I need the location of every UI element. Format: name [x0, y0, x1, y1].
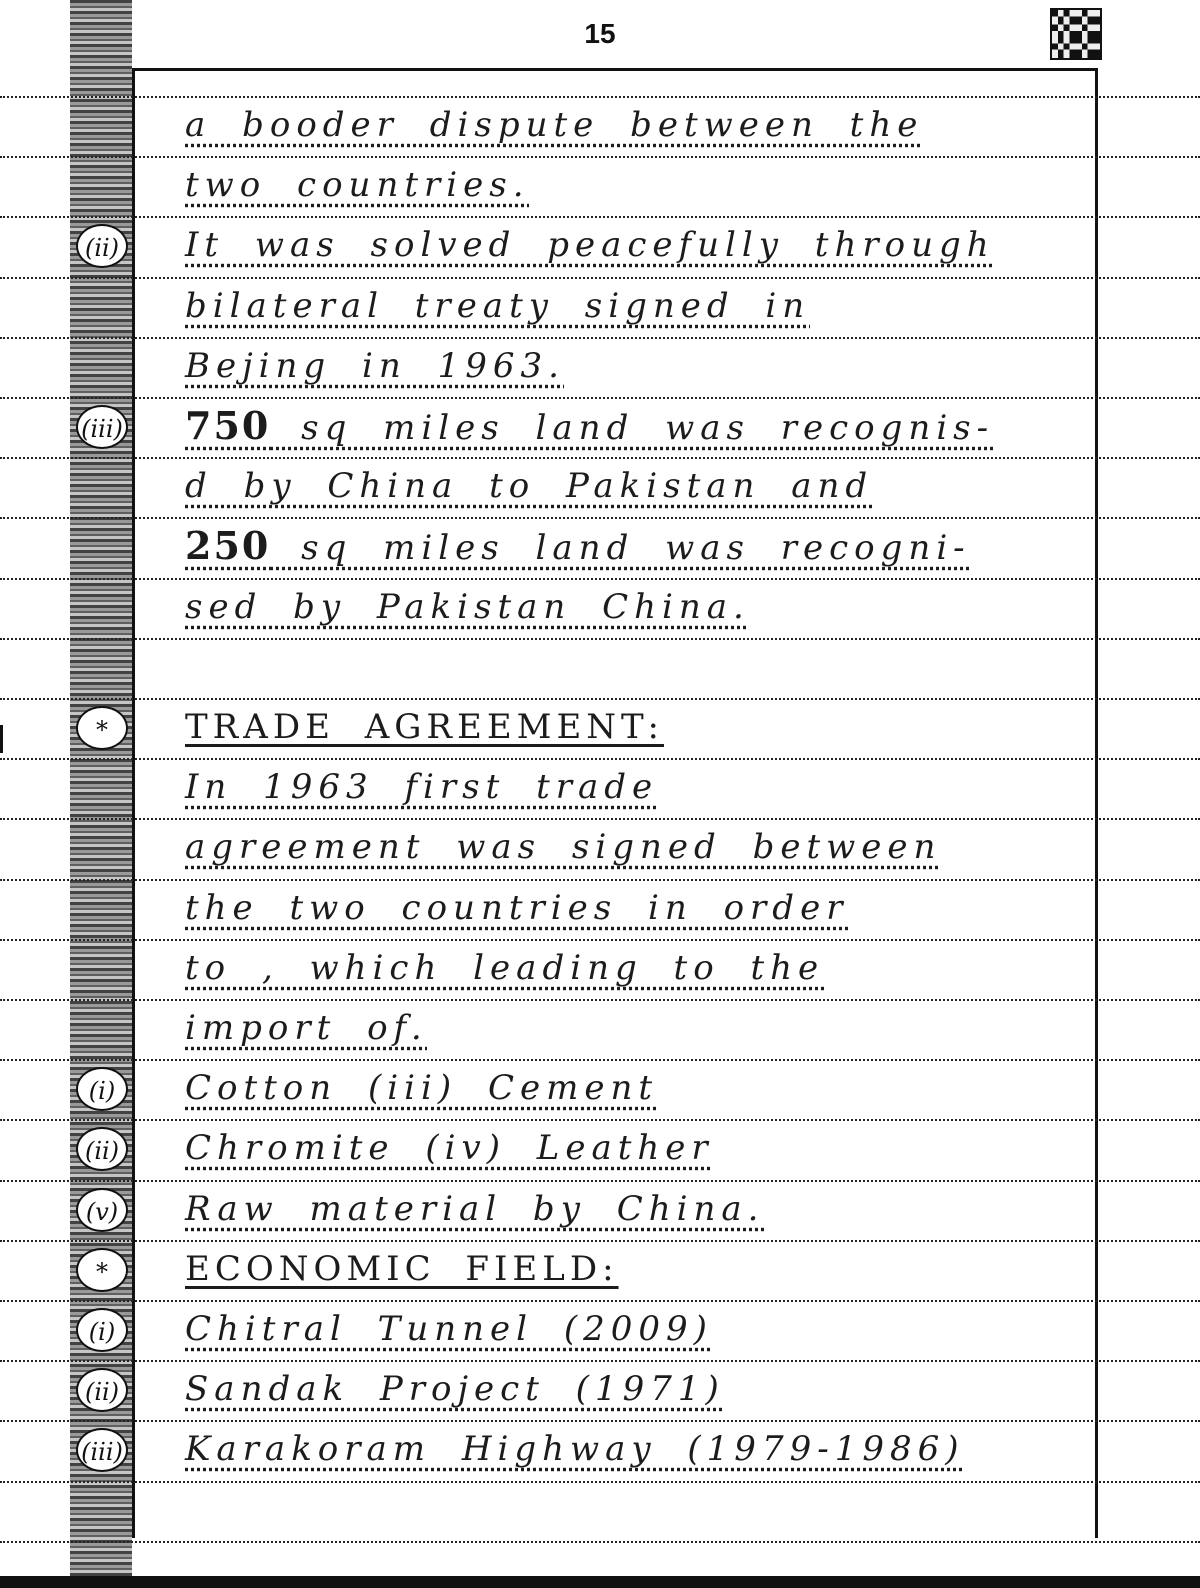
text-line	[185, 98, 1085, 152]
section-heading	[185, 1242, 1085, 1296]
line-text: d by China to Pakistan and	[185, 466, 874, 506]
text-line	[185, 1422, 1085, 1476]
text-line	[185, 218, 1085, 272]
text-line	[185, 760, 1085, 814]
line-text: import of.	[185, 1008, 428, 1048]
line-text: sq miles land was recognis-	[270, 408, 995, 448]
text-line	[185, 158, 1085, 212]
text-line	[185, 1362, 1085, 1416]
list-marker: *	[76, 706, 128, 750]
bold-figure: 750	[185, 403, 271, 448]
list-marker: (v)	[76, 1188, 128, 1232]
text-line	[185, 279, 1085, 333]
section-heading	[185, 700, 1085, 754]
line-text: In 1963 first trade	[185, 767, 659, 807]
list-marker: (iii)	[76, 1428, 128, 1472]
line-text: the two countries in order	[185, 888, 849, 928]
bold-figure: 250	[185, 523, 271, 568]
list-marker: *	[76, 1248, 128, 1292]
ruled-line	[0, 1481, 1200, 1483]
qr-code-icon	[1050, 8, 1102, 60]
line-text: bilateral treaty signed in	[185, 286, 811, 326]
text-line	[185, 459, 1085, 513]
text-line	[185, 519, 1085, 573]
line-text: Cotton (iii) Cement	[185, 1068, 659, 1108]
line-text: sed by Pakistan China.	[185, 587, 750, 627]
line-text: ECONOMIC FIELD:	[185, 1249, 619, 1289]
line-text: agreement was signed between	[185, 827, 942, 867]
list-marker: (ii)	[76, 1127, 128, 1171]
text-line	[185, 399, 1085, 453]
page-bottom-edge	[0, 1576, 1200, 1588]
line-text: to , which leading to the	[185, 948, 825, 988]
list-marker: (i)	[76, 1067, 128, 1111]
margin-mark	[0, 725, 11, 753]
text-line	[185, 1001, 1085, 1055]
list-marker: (ii)	[76, 1368, 128, 1412]
list-marker: (ii)	[76, 224, 128, 268]
page-number: 15	[584, 18, 616, 49]
text-line	[185, 881, 1085, 935]
line-text: a booder dispute between the	[185, 105, 924, 145]
list-marker: (i)	[76, 1308, 128, 1352]
text-line	[185, 1121, 1085, 1175]
line-text: TRADE AGREEMENT:	[185, 707, 664, 747]
text-line	[185, 580, 1085, 634]
line-text: Bejing in 1963.	[185, 346, 565, 386]
text-line	[185, 941, 1085, 995]
list-marker: (iii)	[76, 405, 128, 449]
line-text: two countries.	[185, 165, 530, 205]
line-text: Karakoram Highway (1979-1986)	[185, 1429, 965, 1469]
line-text: Sandak Project (1971)	[185, 1369, 725, 1409]
text-line	[185, 1061, 1085, 1115]
text-line	[185, 1302, 1085, 1356]
ruled-line	[0, 1541, 1200, 1543]
text-line	[185, 339, 1085, 393]
text-line	[185, 1182, 1085, 1236]
line-text: Chitral Tunnel (2009)	[185, 1309, 713, 1349]
line-text: It was solved peacefully through	[185, 225, 995, 265]
line-text: sq miles land was recogni-	[270, 528, 971, 568]
text-line	[185, 640, 1085, 694]
line-text: Raw material by China.	[185, 1189, 765, 1229]
line-text: Chromite (iv) Leather	[185, 1128, 714, 1168]
text-line	[185, 820, 1085, 874]
